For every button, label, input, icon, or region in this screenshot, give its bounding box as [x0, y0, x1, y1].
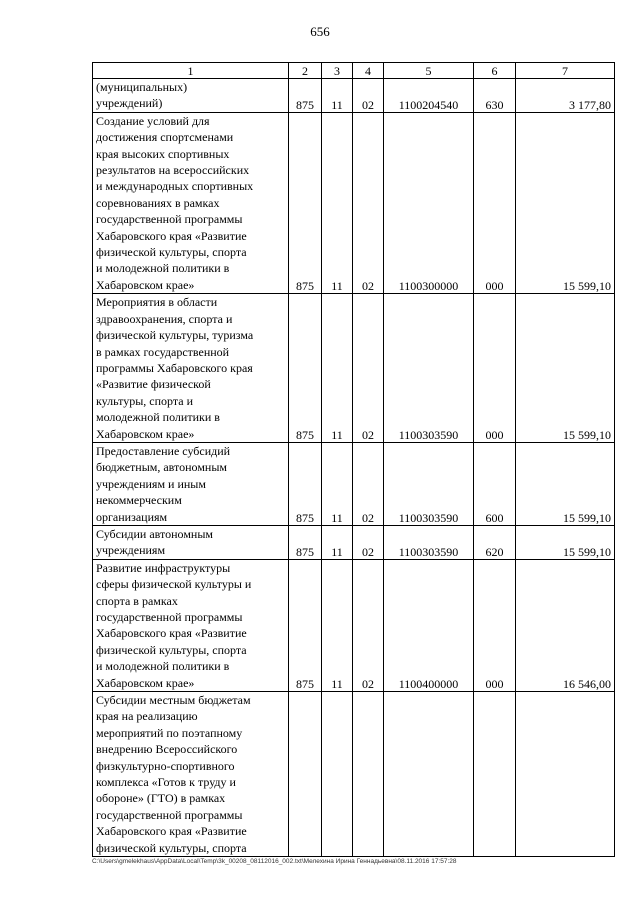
- column-header: 4: [353, 63, 384, 79]
- row-name-line: государственной программы: [96, 807, 243, 822]
- row-name-line: края на реализацию: [96, 709, 198, 724]
- row-name-cell: [93, 79, 289, 113]
- row-name-cell: [93, 559, 289, 691]
- column-header: 7: [516, 63, 615, 79]
- admin-code-cell: 875: [289, 442, 322, 525]
- section-cell: 11: [322, 79, 353, 113]
- section-cell: [322, 692, 353, 857]
- row-name-line: бюджетным, автономным: [96, 460, 227, 475]
- target-article-cell: 1100303590: [384, 442, 474, 525]
- row-name-line: учреждениям и иным: [96, 476, 206, 491]
- row-name-line: физической культуры, спорта: [96, 642, 247, 657]
- target-article-cell: 1100303590: [384, 294, 474, 443]
- section-cell: 11: [322, 294, 353, 443]
- row-name-line: сферы физической культуры и: [96, 577, 252, 592]
- section-cell: 11: [322, 525, 353, 559]
- amount-cell: 16 546,00: [516, 559, 615, 691]
- row-name-line: Мероприятия в области: [96, 295, 218, 310]
- row-name-line: Хабаровского края «Развитие: [96, 626, 247, 641]
- amount-cell: 15 599,10: [516, 525, 615, 559]
- row-name-cell: [93, 692, 289, 857]
- row-name-line: соревнованиях в рамках: [96, 195, 220, 210]
- row-name-line: спорта в рамках: [96, 593, 178, 608]
- row-name-line: Хабаровского края «Развитие: [96, 824, 247, 839]
- target-article-cell: 1100204540: [384, 79, 474, 113]
- admin-code-cell: 875: [289, 294, 322, 443]
- subsection-cell: 02: [353, 79, 384, 113]
- target-article-cell: 1100303590: [384, 525, 474, 559]
- row-name-line: здравоохранения, спорта и: [96, 311, 233, 326]
- row-name-line: учреждений): [96, 96, 163, 111]
- row-name-line: обороне» (ГТО) в рамках: [96, 791, 226, 806]
- table-row: [93, 559, 615, 691]
- row-name-line: государственной программы: [96, 610, 243, 624]
- row-name-line: Предоставление субсидий: [96, 443, 231, 458]
- subsection-cell: 02: [353, 442, 384, 525]
- table-row: [93, 112, 615, 293]
- amount-cell: 3 177,80: [516, 79, 615, 113]
- row-name-line: Субсидии автономным: [96, 526, 213, 541]
- row-name-line: мероприятий по поэтапному: [96, 725, 243, 740]
- row-name-cell: [93, 525, 289, 559]
- file-path-footer: C:\Users\gmelekhaus\AppData\Local\Temp\3k_00208_08112016_002.txt\Мелехина Ирина Геннадьевна\08.11.2016 17:57:28: [92, 858, 457, 865]
- admin-code-cell: 875: [289, 112, 322, 293]
- column-header-row: [93, 63, 615, 79]
- row-name-line: результатов на всероссийских: [96, 163, 250, 178]
- table-row: [93, 442, 615, 525]
- row-name-line: Хабаровского края «Развитие: [96, 228, 247, 243]
- row-name-line: организациям: [96, 509, 168, 524]
- admin-code-cell: [289, 692, 322, 857]
- row-name-cell: [93, 294, 289, 443]
- subsection-cell: [353, 692, 384, 857]
- row-name-cell: [93, 442, 289, 525]
- row-name-line: (муниципальных): [96, 80, 188, 94]
- row-name-line: Хабаровском крае»: [96, 675, 195, 690]
- subsection-cell: 02: [353, 294, 384, 443]
- expense-type-cell: 000: [474, 112, 516, 293]
- column-header: 2: [289, 63, 322, 79]
- expense-type-cell: [474, 692, 516, 857]
- amount-cell: [516, 692, 615, 857]
- target-article-cell: [384, 692, 474, 857]
- row-name-line: Субсидии местным бюджетам: [96, 693, 251, 708]
- row-name-line: и международных спортивных: [96, 179, 254, 194]
- section-cell: 11: [322, 559, 353, 691]
- subsection-cell: 02: [353, 559, 384, 691]
- row-name-line: учреждениям: [96, 543, 166, 558]
- table-row: [93, 79, 615, 113]
- row-name-line: физической культуры, спорта: [96, 840, 247, 855]
- table-row: [93, 692, 615, 857]
- row-name-line: физической культуры, спорта: [96, 245, 247, 260]
- row-name-line: физической культуры, туризма: [96, 328, 254, 343]
- row-name-line: достижения спортсменами: [96, 130, 234, 145]
- row-name-cell: [93, 112, 289, 293]
- row-name-line: программы Хабаровского края: [96, 360, 253, 375]
- column-header: 1: [93, 63, 289, 79]
- row-name-line: некоммерческим: [96, 493, 182, 508]
- column-header: 5: [384, 63, 474, 79]
- column-header: 6: [474, 63, 516, 79]
- subsection-cell: 02: [353, 525, 384, 559]
- table-row: [93, 525, 615, 559]
- subsection-cell: 02: [353, 112, 384, 293]
- expense-type-cell: 600: [474, 442, 516, 525]
- table-row: [93, 294, 615, 443]
- row-name-line: молодежной политики в: [96, 410, 220, 425]
- expense-type-cell: 000: [474, 559, 516, 691]
- admin-code-cell: 875: [289, 79, 322, 113]
- admin-code-cell: 875: [289, 559, 322, 691]
- budget-table: [92, 62, 615, 857]
- row-name-line: внедрению Всероссийского: [96, 742, 238, 757]
- row-name-line: и молодежной политики в: [96, 659, 230, 674]
- row-name-line: и молодежной политики в: [96, 261, 230, 276]
- row-name-line: физкультурно-спортивного: [96, 758, 235, 773]
- target-article-cell: 1100400000: [384, 559, 474, 691]
- row-name-line: Хабаровском крае»: [96, 277, 195, 292]
- target-article-cell: 1100300000: [384, 112, 474, 293]
- amount-cell: 15 599,10: [516, 442, 615, 525]
- section-cell: 11: [322, 112, 353, 293]
- row-name-line: Создание условий для: [96, 113, 210, 128]
- row-name-line: государственной программы: [96, 212, 243, 227]
- expense-type-cell: 000: [474, 294, 516, 443]
- section-cell: 11: [322, 442, 353, 525]
- page-number: 656: [310, 24, 330, 39]
- expense-type-cell: 630: [474, 79, 516, 113]
- row-name-line: Хабаровском крае»: [96, 426, 195, 441]
- expense-type-cell: 620: [474, 525, 516, 559]
- admin-code-cell: 875: [289, 525, 322, 559]
- amount-cell: 15 599,10: [516, 112, 615, 293]
- column-header: 3: [322, 63, 353, 79]
- row-name-line: комплекса «Готов к труду и: [96, 775, 236, 790]
- amount-cell: 15 599,10: [516, 294, 615, 443]
- row-name-line: в рамках государственной: [96, 344, 230, 359]
- row-name-line: Развитие инфраструктуры: [96, 560, 231, 575]
- row-name-line: края высоких спортивных: [96, 146, 230, 161]
- row-name-line: «Развитие физической: [96, 377, 211, 392]
- row-name-line: культуры, спорта и: [96, 393, 194, 408]
